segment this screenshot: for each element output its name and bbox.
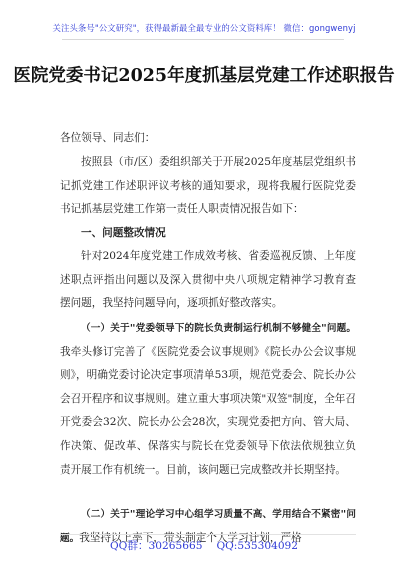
intro-paragraph: 按照县（市/区）委组织部关于开展2025年度基层党组织书记抓党建工作述职评议考核的通知要求，现将我履行医院党委书记抓基层党建工作第一责任人职责情况报告如下： bbox=[60, 156, 356, 216]
item-1-heading: （一）关于"党委领导下的院长负责制运行机制不够健全"问题。 bbox=[81, 323, 356, 334]
document-title-text: 医院党委书记2025年度抓基层党建工作述职报告 bbox=[13, 66, 395, 86]
header-banner: 关注头条号"公文研究"，获得最新最全最专业的公文资料库！ 微信：gongwenyj bbox=[52, 23, 356, 33]
item-2-paragraph bbox=[60, 503, 356, 544]
section-1-paragraph: 针对2024年度党建工作成效考核、省委巡视反馈、上年度述职点评指出问题以及深入贯彻中央八项规定精神学习教育查摆问题，我坚持问题导向，逐项抓好整改落实。 bbox=[60, 250, 356, 310]
item-2-heading: （二）关于"理论学习中心组学习质量不高、学用结合不紧密"问题。 bbox=[60, 509, 356, 544]
greeting: 各位领导、同志们： bbox=[60, 132, 156, 144]
item-2-text: 我坚持以上率下，带头制定个人学习计划，严格 bbox=[79, 531, 302, 544]
header-divider bbox=[62, 39, 344, 40]
footer-qq-group: QQ群：30265665 bbox=[109, 540, 203, 552]
footer-divider bbox=[60, 534, 356, 535]
item-1-text: 我牵头修订完善了《医院党委会议事规则》《院长办公会议事规则》，明确党委讨论决定事项清单53项，规范党委会、院长办公会召开程序和议事规则。建立重大事项决策"双签"制度，全年召开党委会32次、院长办公会28次，实现党委把方向、管大局、作决策、促改革、保落实与院长在党委领导下依法依规独立负责开展工作有机统一。目前，该问题已完成整改并长期坚持。 bbox=[60, 345, 356, 476]
item-1-paragraph bbox=[60, 317, 356, 482]
footer-qq: QQ:535304092 bbox=[216, 540, 299, 552]
document-title bbox=[0, 64, 408, 89]
section-heading-1: 一、问题整改情况 bbox=[81, 227, 166, 239]
footer-contact bbox=[0, 538, 408, 553]
